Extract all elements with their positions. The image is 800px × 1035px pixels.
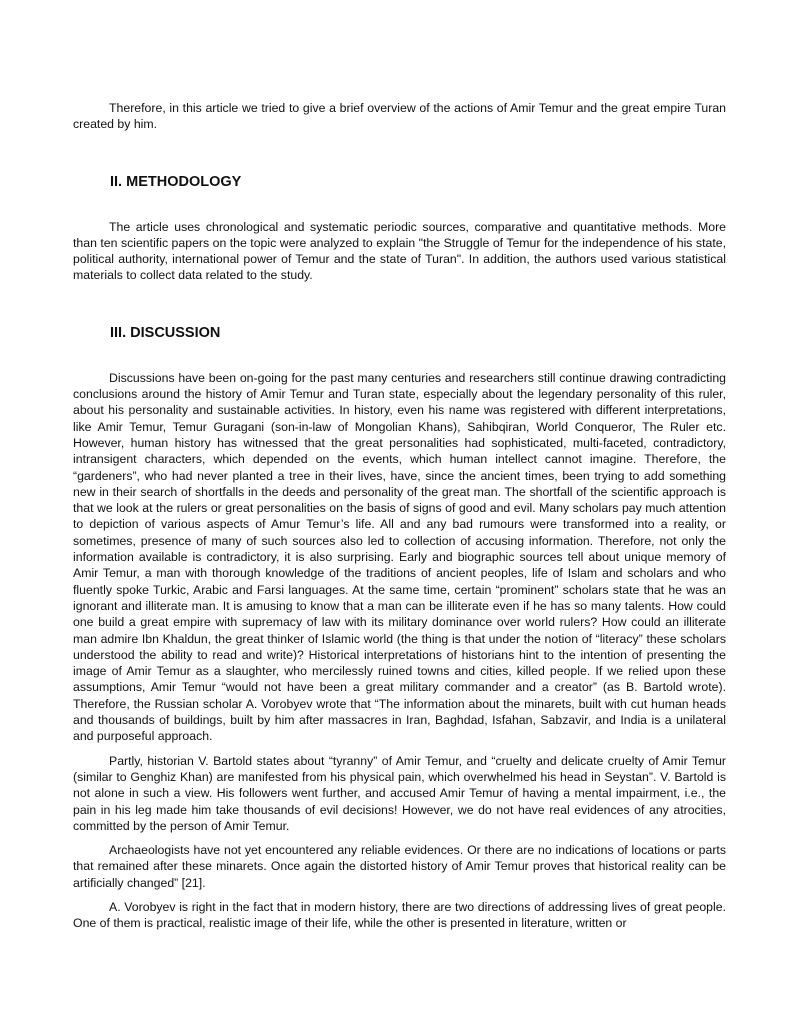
intro-paragraph: Therefore, in this article we tried to give a brief overview of the actions of Amir Temur and the great empire Turan created by him. (73, 101, 726, 132)
methodology-paragraph: The article uses chronological and systematic periodic sources, comparative and quantitative methods. More than ten scientific papers on the topic were analyzed to explain "the Struggle of Temur for the independence of his state, political authority, international power of Temur and the state of Turan". In addition, the authors used various statistical materials to collect data related to the study. (73, 219, 726, 283)
discussion-paragraph-3: Archaeologists have not yet encountered any reliable evidences. Or there are no indications of locations or parts that remained after these minarets. Once again the distorted history of Amir Temur proves that historical reality can be artificially changed” [21]. (73, 843, 726, 890)
discussion-paragraph-1: Discussions have been on-going for the past many centuries and researchers still continue drawing contradicting conclusions around the history of Amir Temur and Turan state, especially about the legendary personality of this ruler, about his personality and sustainable activities. In history, even his name was registered with different interpretations, like Amir Temur, Temur Guragani (son-in-law of Mongolian Khans), Sahibqiran, World Conqueror, The Ruler etc. However, human history has witnessed that the great personalities had sophisticated, multi-faceted, contradictory, intransigent characters, which depended on the events, which human intellect cannot imagine. Therefore, the “gardeners”, who had never planted a tree in their lives, have, since the ancient times, been trying to add something new in their search of shortfalls in the deeds and personality of the great man. The shortfall of the scientific approach is that we look at the rulers or great personalities on the basis of signs of good and evil. Many scholars pay much attention to depiction of various aspects of Amur Temur’s life. All and any bad rumours were transformed into a reality, or sometimes, presence of many of such sources also led to collection of accusing information. Therefore, not only the information available is contradictory, it is also surprising. Early and biographic sources tell about unique memory of Amir Temur, a man with thorough knowledge of the traditions of ancient peoples, life of Islam and scholars and who fluently spoke Turkic, Arabic and Farsi languages. At the same time, certain “prominent” scholars state that he was an ignorant and illiterate man. It is amusing to know that a man can be illiterate even if he has so many talents. How could one build a great empire with supremacy of law with its military dominance over world rulers? How could an illiterate man admire Ibn Khaldun, the great thinker of Islamic world (the thing is that under the notion of “literacy” these scholars understood the ability to read and write)? Historical interpretations of historians hint to the intention of presenting the image of Amir Temur as a slaughter, who mercilessly ruined towns and cities, killed people. If we relied upon these assumptions, Amir Temur “would not have been a great military commander and a creator” (as B. Bartold wrote). Therefore, the Russian scholar A. Vorobyev wrote that “The information about the minarets, built with cut human heads and thousands of buildings, built by him after massacres in Iran, Baghdad, Isfahan, Sabzavir, and India is a unilateral and purposeful approach. (73, 370, 726, 744)
discussion-paragraph-4: A. Vorobyev is right in the fact that in modern history, there are two directions of addressing lives of great people. One of them is practical, realistic image of their life, while the other is presented in literature, written or (73, 899, 726, 931)
discussion-heading: III. DISCUSSION (110, 324, 221, 341)
discussion-paragraph-2: Partly, historian V. Bartold states about “tyranny” of Amir Temur, and “cruelty and delicate cruelty of Amir Temur (similar to Genghiz Khan) are manifested from his physical pain, which overwhelmed his head in Seystan”. V. Bartold is not alone in such a view. His followers went further, and accused Amir Temur of having a mental impairment, i.e., the pain in his leg made him take thousands of evil decisions! However, we do not have real evidences of any atrocities, committed by the person of Amir Temur. (73, 753, 726, 833)
document-page (73, 100, 726, 932)
methodology-heading: II. METHODOLOGY (110, 173, 242, 190)
